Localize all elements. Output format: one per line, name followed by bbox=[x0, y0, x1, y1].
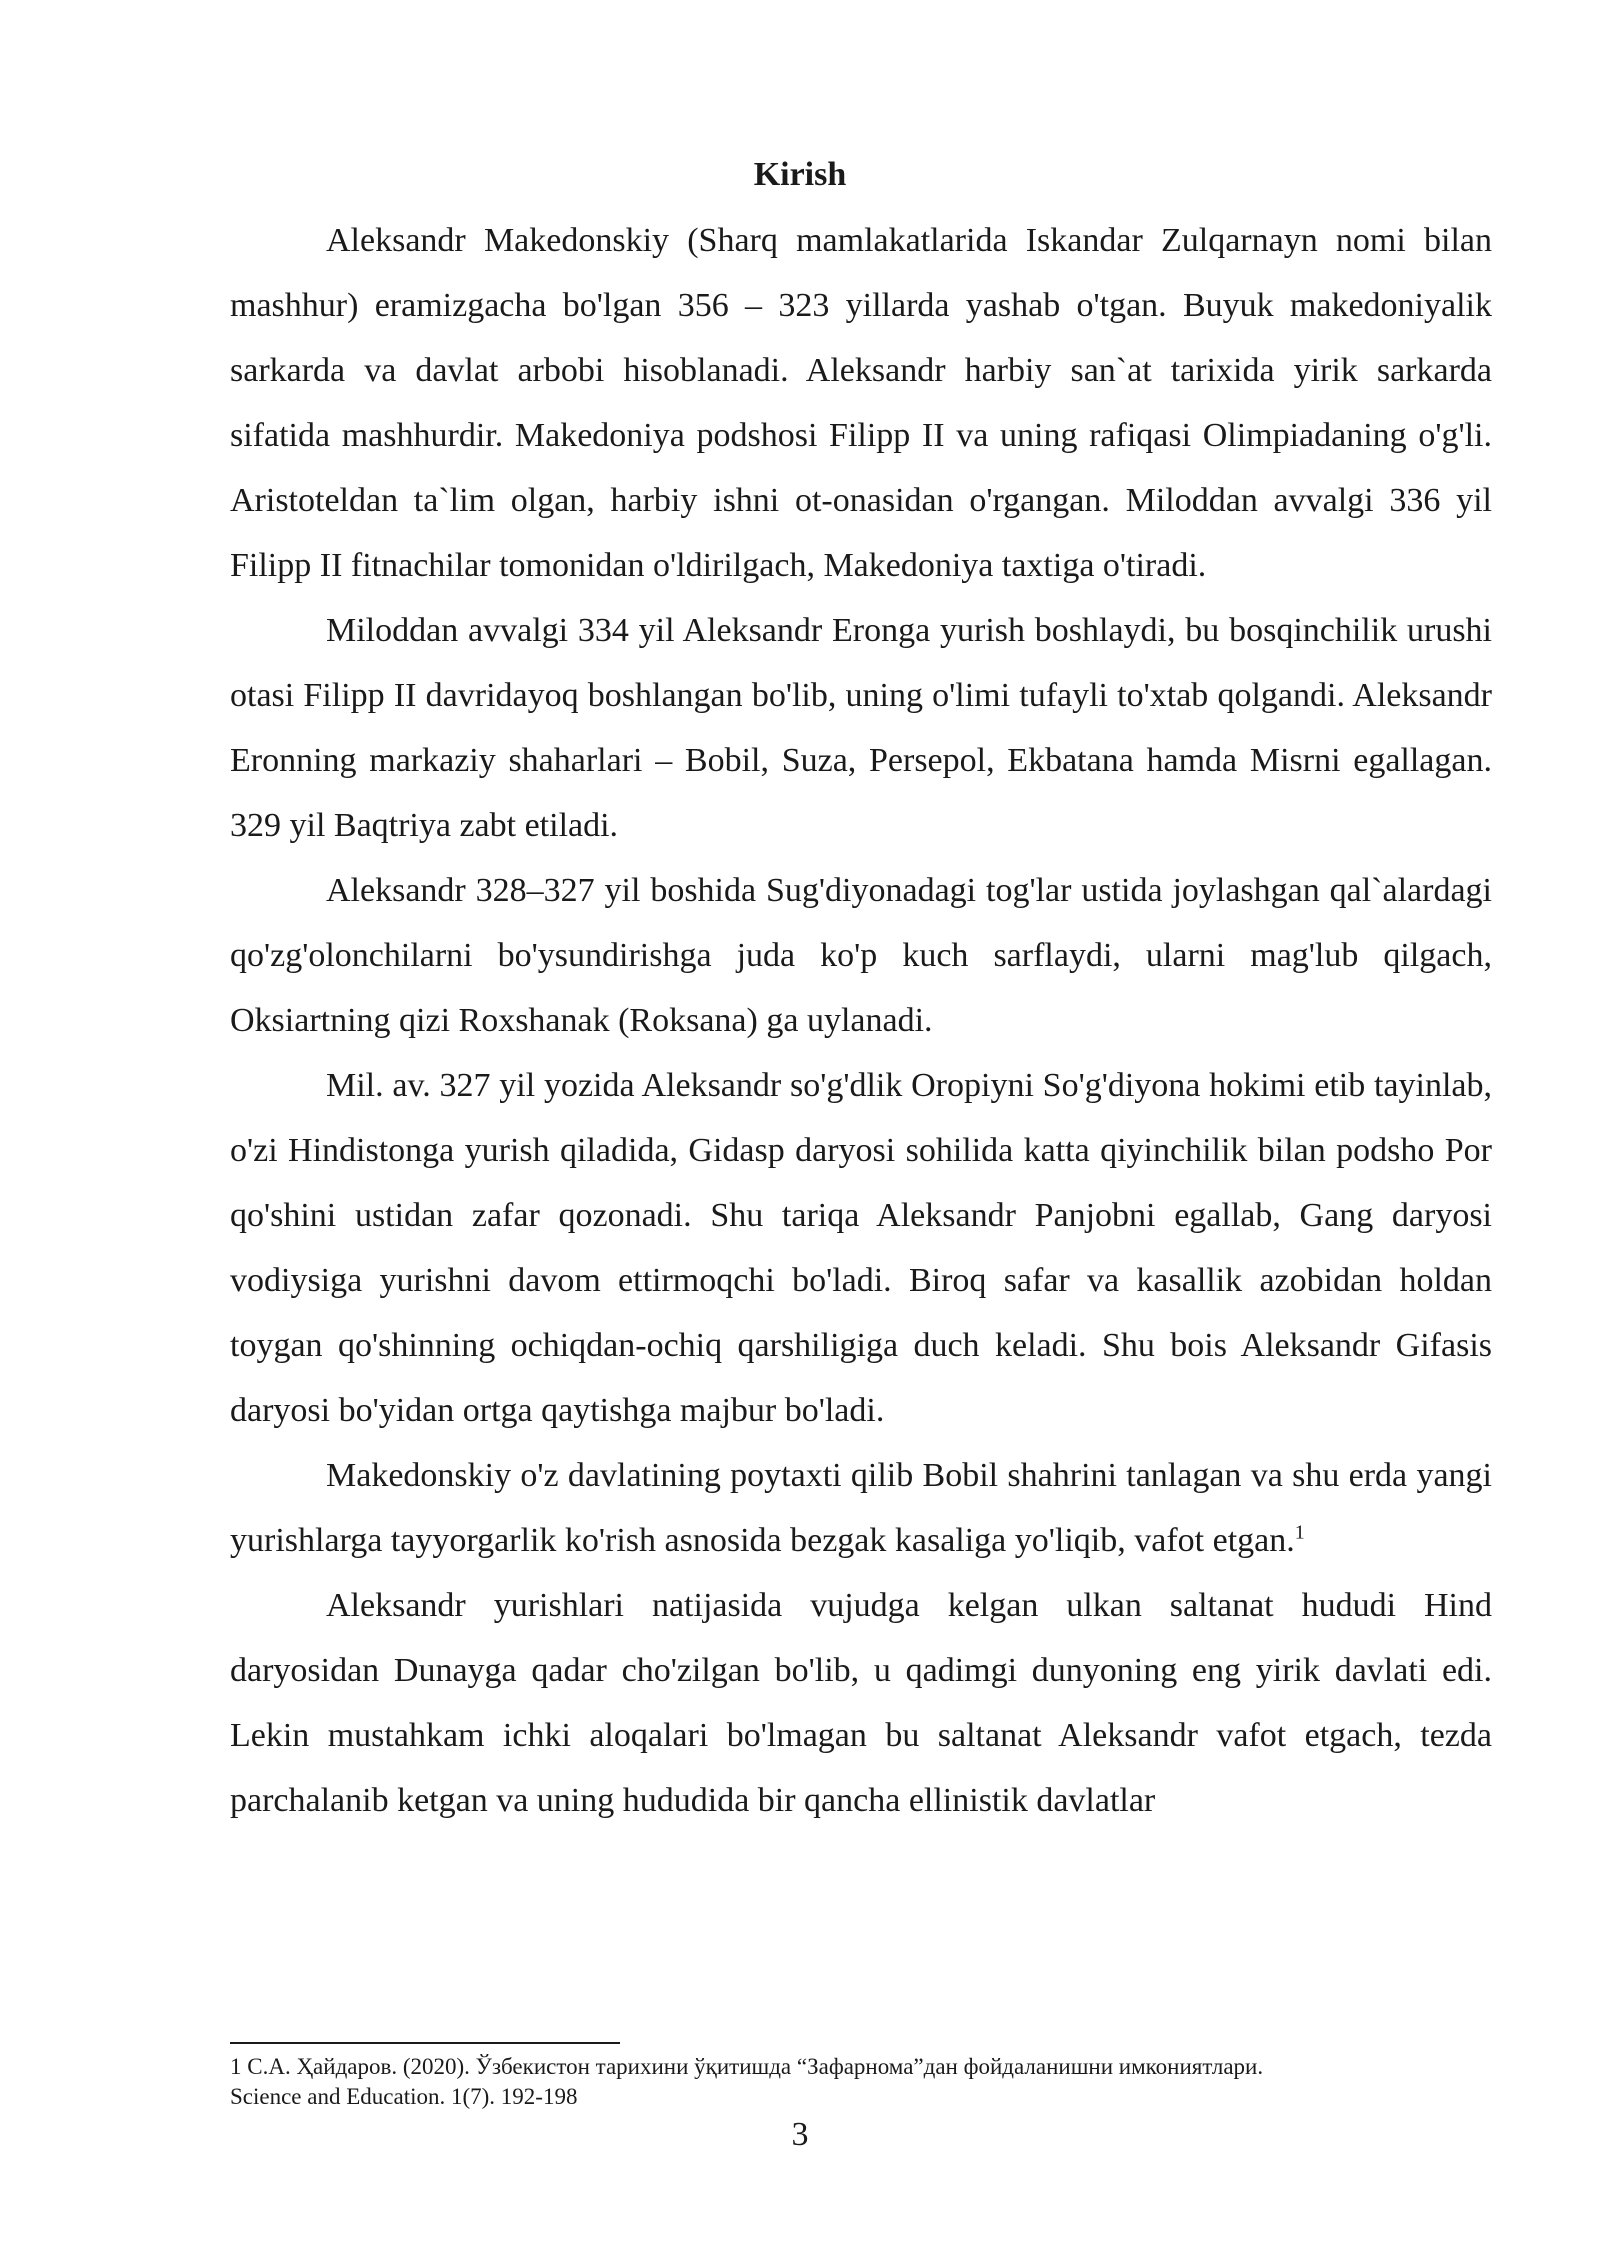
paragraph-6: Aleksandr yurishlari natijasida vujudga kelgan ulkan saltanat hududi Hind daryosidan Dunayga qadar cho'zilgan bo'lib, u qadimgi dunyoning eng yirik davlati edi. Lekin mustahkam ichki aloqalari bo'lmagan bu saltanat Aleksandr vafot etgach, tezda parchalanib ketgan va uning hududida bir qancha ellinistik davlatlar bbox=[230, 1587, 1492, 1819]
paragraph-3: Aleksandr 328–327 yil boshida Sug'diyonadagi tog'lar ustida joylashgan qal`alardagi qo'zg'olonchilarni bo'ysundirishga juda ko'p kuch sarflaydi, ularni mag'lub qilgach, Oksiartning qizi Roxshanak (Roksana) ga uylanadi. bbox=[230, 872, 1492, 1039]
paragraph-5 bbox=[230, 1443, 1492, 1573]
footnote bbox=[230, 2052, 1492, 2112]
footnote-marker: 1 bbox=[1294, 1521, 1305, 1544]
footnote-separator bbox=[230, 2042, 620, 2044]
paragraph-1: Aleksandr Makedonskiy (Sharq mamlakatlarida Iskandar Zulqarnayn nomi bilan mashhur) eramizgacha bo'lgan 356 – 323 yillarda yashab o'tgan. Buyuk makedoniyalik sarkarda va davlat arbobi hisoblanadi. Aleksandr harbiy san`at tarixida yirik sarkarda sifatida mashhurdir. Makedoniya podshosi Filipp II va uning rafiqasi Olimpiadaning o'g'li. Aristoteldan ta`lim olgan, harbiy ishni ot-onasidan o'rgangan. Miloddan avvalgi 336 yil Filipp II fitnachilar tomonidan o'ldirilgach, Makedoniya taxtiga o'tiradi. bbox=[230, 222, 1492, 584]
page-title: Kirish bbox=[753, 156, 847, 193]
paragraph-4: Mil. av. 327 yil yozida Aleksandr so'g'dlik Oropiyni So'g'diyona hokimi etib tayinlab, o'zi Hindistonga yurish qiladida, Gidasp daryosi sohilida katta qiyinchilik bilan podsho Por qo'shini ustidan zafar qozonadi. Shu tariqa Aleksandr Panjobni egallab, Gang daryosi vodiysiga yurishni davom ettirmoqchi bo'ladi. Biroq safar va kasallik azobidan holdan toygan qo'shinning ochiqdan-ochiq qarshiligiga duch keladi. Shu bois Aleksandr Gifasis daryosi bo'yidan ortga qaytishga majbur bo'ladi. bbox=[230, 1067, 1492, 1429]
footnote-line-1: 1 С.А. Ҳайдаров. (2020). Ўзбекистон тарихини ўқитишда “Зафарнома”дан фойдаланишни имкониятлари. bbox=[230, 2054, 1264, 2079]
paragraph-5-text: Makedonskiy o'z davlatining poytaxti qilib Bobil shahrini tanlagan va shu erda yangi yurishlarga tayyorgarlik ko'rish asnosida bezgak kasaliga yo'liqib, vafot etgan. bbox=[230, 1457, 1492, 1559]
paragraph-2: Miloddan avvalgi 334 yil Aleksandr Eronga yurish boshlaydi, bu bosqinchilik urushi otasi Filipp II davridayoq boshlangan bo'lib, uning o'limi tufayli to'xtab qolgandi. Aleksandr Eronning markaziy shaharlari – Bobil, Suza, Persepol, Ekbatana hamda Misrni egallagan. 329 yil Baqtriya zabt etiladi. bbox=[230, 612, 1492, 844]
body-text bbox=[230, 208, 1492, 1833]
footnote-line-2: Science and Education. 1(7). 192-198 bbox=[230, 2084, 578, 2109]
page-number: 3 bbox=[791, 2116, 809, 2153]
